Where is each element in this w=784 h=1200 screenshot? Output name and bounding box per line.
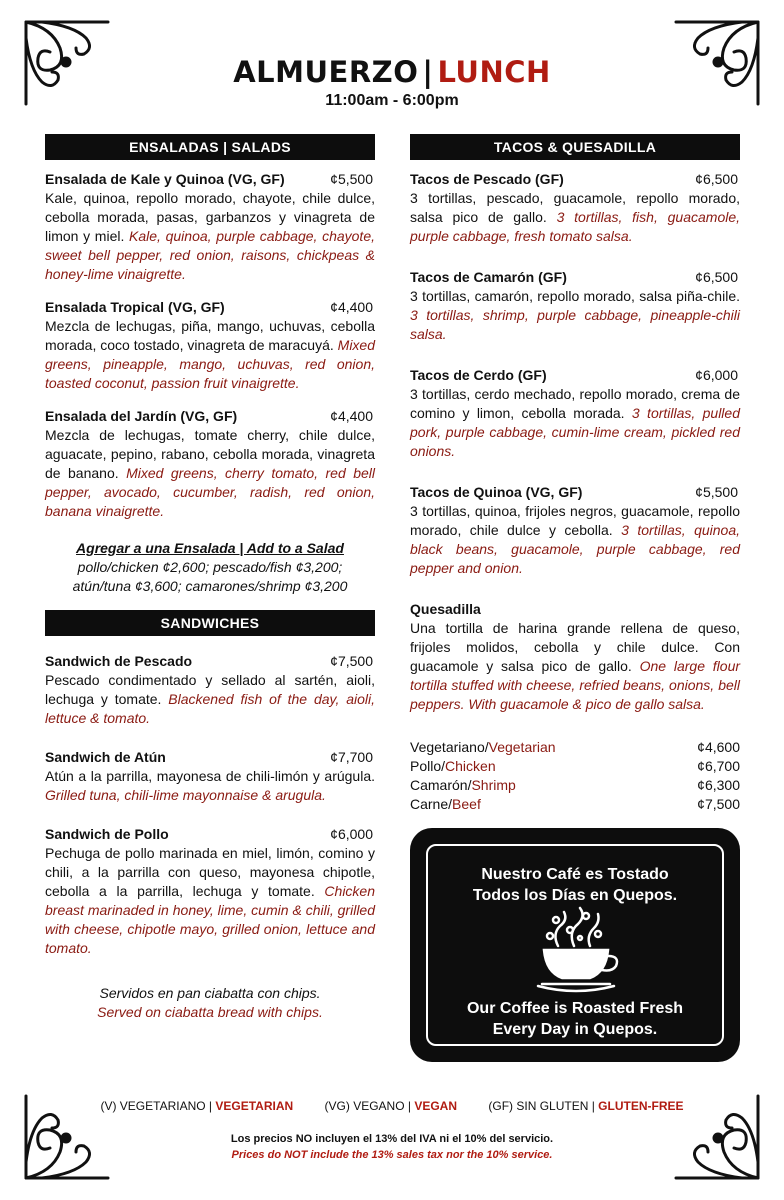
menu-item xyxy=(410,366,740,461)
option-row xyxy=(410,795,740,814)
served-note-es: Servidos en pan ciabatta con chips. xyxy=(99,985,321,1001)
menu-item xyxy=(45,748,375,805)
option-label-es: Pollo/ xyxy=(410,758,446,774)
item-description-es: 3 tortillas, quinoa, frijoles negros, guacamole, repollo morado, chile dulce y cebolla. xyxy=(410,503,740,538)
item-price: ¢5,500 xyxy=(330,171,373,187)
legend-english: GLUTEN-FREE xyxy=(598,1099,684,1113)
option-row xyxy=(410,738,740,757)
legend-vegan xyxy=(325,1099,458,1113)
option-price: ¢7,500 xyxy=(697,796,740,812)
menu-item xyxy=(45,298,375,393)
option-label-en: Chicken xyxy=(445,758,496,774)
coffee-cup-logo-icon xyxy=(528,906,624,994)
dietary-legend xyxy=(0,1099,784,1113)
item-description-es: Atún a la parrilla, mayonesa de chili-limón y arúgula. xyxy=(45,768,375,784)
item-description-es: Pechuga de pollo marinada en miel, limón, comino y chili, a la parrilla con queso, mayonesa chipotle, cebolla a la parrilla, lechuga y tomate. xyxy=(45,845,375,899)
coffee-promo-line: Every Day in Quepos. xyxy=(492,1021,658,1038)
item-name: Sandwich de Pescado xyxy=(45,653,193,669)
coffee-promo-line: Nuestro Café es Tostado xyxy=(481,866,669,883)
menu-item xyxy=(45,407,375,521)
item-name: Quesadilla xyxy=(410,601,481,617)
legend-code: (GF) SIN GLUTEN | xyxy=(488,1099,595,1113)
coffee-promo-frame xyxy=(426,844,724,1046)
option-label-en: Vegetarian xyxy=(488,739,556,755)
item-price xyxy=(738,600,740,619)
item-description-en: Mixed greens, cherry tomato, red bell pepper, avocado, cucumber, radish, red onion, banana vinaigrette. xyxy=(45,465,375,519)
price-notes xyxy=(0,1131,784,1163)
menu-item xyxy=(410,483,740,578)
option-price: ¢6,700 xyxy=(697,758,740,774)
item-price: ¢7,500 xyxy=(330,653,373,669)
option-label-es: Camarón/ xyxy=(410,777,472,793)
item-description-en: 3 tortillas, pulled pork, purple cabbage, cumin-lime cream, pickled red onions. xyxy=(410,405,740,459)
item-price: ¢6,500 xyxy=(695,269,738,285)
item-description-es: 3 tortillas, cerdo mechado, repollo morado, crema de comino y limon, cebolla morada. xyxy=(410,386,740,421)
item-name: Tacos de Cerdo (GF) xyxy=(410,367,547,383)
legend-english: VEGETARIAN xyxy=(215,1099,294,1113)
item-price: ¢4,400 xyxy=(330,299,373,315)
menu-item xyxy=(410,268,740,344)
price-note-spanish: Los precios NO incluyen el 13% del IVA ni el 10% del servicio. xyxy=(230,1133,554,1145)
title-english: LUNCH xyxy=(437,55,551,89)
item-name: Sandwich de Pollo xyxy=(45,826,169,842)
item-description-es: Una tortilla de harina grande rellena de queso, frijoles molidos, cebolla y chile dulce. Con guacamole y salsa pico de gallo. xyxy=(410,620,740,674)
item-description-en: Grilled tuna, chili-lime mayonnaise & arugula. xyxy=(45,787,326,803)
sandwich-served-note xyxy=(45,984,375,1022)
legend-vegetarian xyxy=(100,1099,293,1113)
option-row xyxy=(410,776,740,795)
service-hours: 11:00am - 6:00pm xyxy=(325,92,459,109)
item-description-es: Kale, quinoa, repollo morado, chayote, chile dulce, cebolla morada, pasas, garbanzos y vinagreta de limon y miel. xyxy=(45,190,375,244)
option-price: ¢4,600 xyxy=(697,739,740,755)
right-column xyxy=(410,134,740,814)
coffee-promo-spanish xyxy=(428,864,722,906)
item-description-en: Chicken breast marinaded in honey, lime, cumin & chili, grilled with cheese, chipotle mayo, grilled onion, lettuce and tomato. xyxy=(45,883,376,956)
item-name: Tacos de Quinoa (VG, GF) xyxy=(410,484,583,500)
item-description-en: 3 tortillas, shrimp, purple cabbage, pineapple-chili salsa. xyxy=(410,307,740,342)
legend-gluten-free xyxy=(488,1099,683,1113)
menu-item xyxy=(410,600,740,714)
option-label-es: Carne/ xyxy=(410,796,453,812)
page-title xyxy=(0,55,784,89)
item-name: Ensalada del Jardín (VG, GF) xyxy=(45,408,238,424)
option-label-es: Vegetariano/ xyxy=(410,739,489,755)
item-name: Ensalada de Kale y Quinoa (VG, GF) xyxy=(45,171,285,187)
menu-item xyxy=(45,825,375,958)
option-price: ¢6,300 xyxy=(697,777,740,793)
item-price: ¢7,700 xyxy=(330,749,373,765)
item-description-es: Mezcla de lechugas, piña, mango, uchuvas, cebolla morada, coco tostado, vinagreta de maracuyá. xyxy=(45,318,375,353)
served-note-en: Served on ciabatta bread with chips. xyxy=(97,1004,323,1020)
item-price: ¢5,500 xyxy=(695,484,738,500)
item-description-en: One large flour tortilla stuffed with cheese, refried beans, onions, bell peppers. With guacamole & pico de gallo salsa. xyxy=(410,658,741,712)
item-description-es: 3 tortillas, pescado, guacamole, repollo morado, salsa pico de gallo. xyxy=(410,190,740,225)
salad-addons xyxy=(45,539,375,596)
legend-code: (VG) VEGANO | xyxy=(324,1099,411,1113)
item-description-en: Kale, quinoa, purple cabbage, chayote, sweet bell pepper, red onion, raisons, chickpeas & honey-lime vinaigrette. xyxy=(45,228,375,282)
tacos-section-header: TACOS & QUESADILLA xyxy=(410,134,740,160)
salad-addons-heading: Agregar a una Ensalada | Add to a Salad xyxy=(76,540,344,556)
item-description-en: Mixed greens, pineapple, mango, uchuvas, red onion, toasted coconut, passion fruit vinaigrette. xyxy=(45,337,376,391)
item-description-es: 3 tortillas, camarón, repollo morado, salsa piña-chile. xyxy=(410,288,740,304)
coffee-promo-english xyxy=(428,998,722,1040)
legend-code: (V) VEGETARIANO | xyxy=(100,1099,213,1113)
sandwiches-section-header: SANDWICHES xyxy=(45,610,375,636)
salad-addons-line: atún/tuna ¢3,600; camarones/shrimp ¢3,200 xyxy=(72,578,348,594)
menu-item xyxy=(410,170,740,246)
item-name: Ensalada Tropical (VG, GF) xyxy=(45,299,225,315)
option-label-en: Shrimp xyxy=(471,777,516,793)
option-row xyxy=(410,757,740,776)
item-description-en: 3 tortillas, fish, guacamole, purple cabbage, fresh tomato salsa. xyxy=(410,209,741,244)
salads-section-header: ENSALADAS | SALADS xyxy=(45,134,375,160)
item-price: ¢4,400 xyxy=(330,408,373,424)
price-note-english: Prices do NOT include the 13% sales tax nor the 10% service. xyxy=(231,1149,553,1161)
menu-item xyxy=(45,652,375,728)
item-price: ¢6,500 xyxy=(695,171,738,187)
item-price: ¢6,000 xyxy=(330,826,373,842)
menu-item xyxy=(45,170,375,284)
item-name: Tacos de Pescado (GF) xyxy=(410,171,564,187)
item-description-en: 3 tortillas, quinoa, black beans, guacamole, purple cabbage, red pepper and onion. xyxy=(410,522,740,576)
legend-english: VEGAN xyxy=(414,1099,458,1113)
coffee-promo-box xyxy=(410,828,740,1062)
title-spanish: ALMUERZO xyxy=(233,55,419,89)
option-label-en: Beef xyxy=(452,796,481,812)
coffee-promo-line: Todos los Días en Quepos. xyxy=(472,887,678,904)
item-description-es: Pescado condimentado y sellado al sartén, aioli, lechuga y tomate. xyxy=(45,672,375,707)
item-description-en: Blackened fish of the day, aioli, lettuce & tomato. xyxy=(45,691,375,726)
salad-addons-line: pollo/chicken ¢2,600; pescado/fish ¢3,200; xyxy=(77,559,343,575)
title-separator: | xyxy=(422,55,434,89)
item-name: Sandwich de Atún xyxy=(45,749,166,765)
item-price: ¢6,000 xyxy=(695,367,738,383)
item-name: Tacos de Camarón (GF) xyxy=(410,269,567,285)
left-column xyxy=(45,134,375,1022)
coffee-promo-line: Our Coffee is Roasted Fresh xyxy=(466,1000,684,1017)
item-description-es: Mezcla de lechugas, tomate cherry, chile dulce, aguacate, pepino, rabano, cebolla morada, vinagreta de banano. xyxy=(45,427,375,481)
quesadilla-options xyxy=(410,738,740,814)
